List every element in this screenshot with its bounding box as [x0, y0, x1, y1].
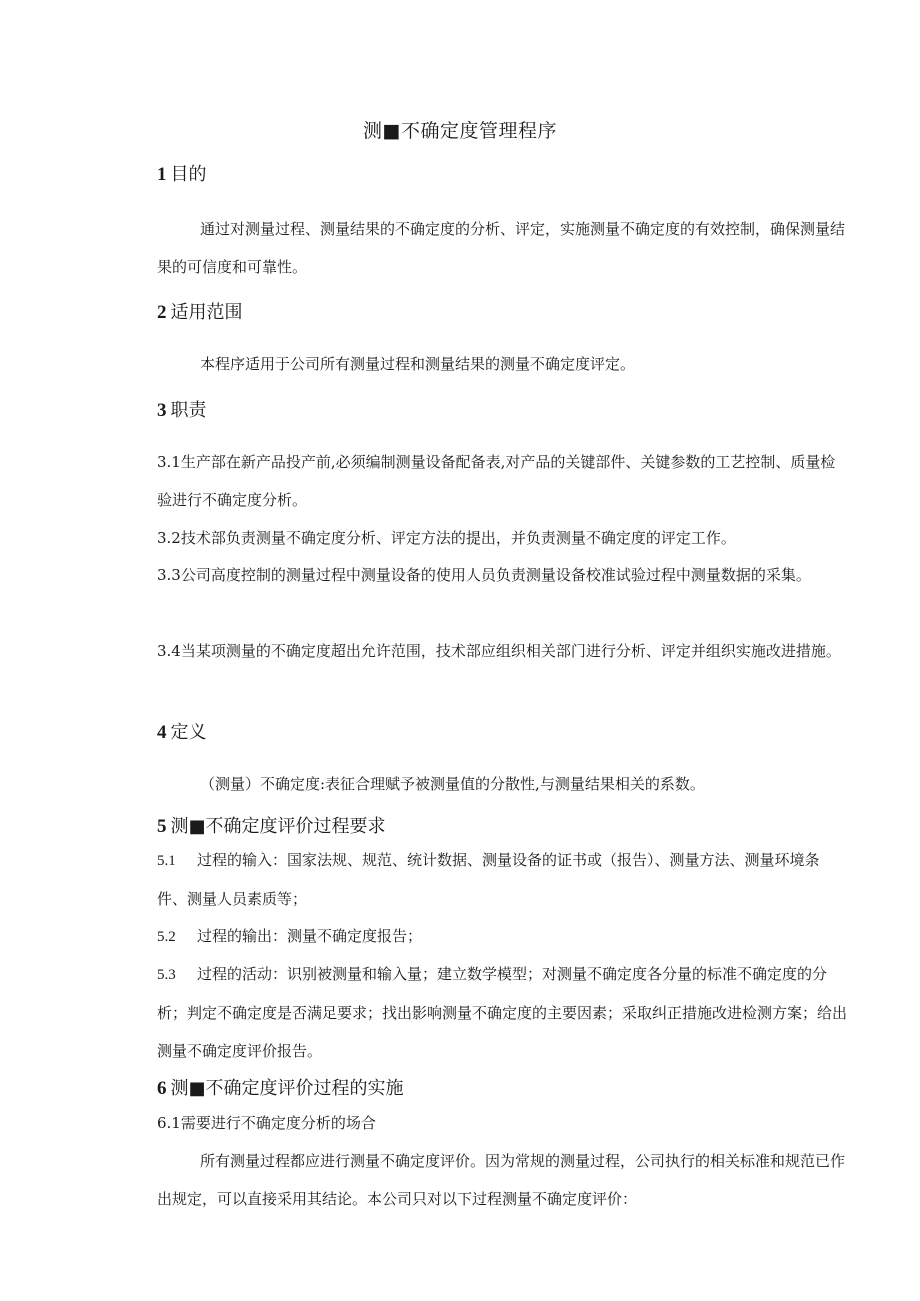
section-4-heading — [157, 718, 207, 744]
subsection-6-1: 6.1需要进行不确定度分析的场合 — [157, 1114, 376, 1132]
section-2-body: 本程序适用于公司所有测量过程和测量结果的测量不确定度评定。 — [200, 355, 636, 373]
requirement-item — [157, 841, 847, 918]
section-number: 6 — [157, 1078, 167, 1099]
section-6-body: 所有测量过程都应进行测量不确定度评价。因为常规的测量过程，公司执行的相关标准和规范已作出规定，可以直接采用其结论。本公司只对以下过程测量不确定度评价： — [157, 1152, 846, 1208]
item-number: 5.3 — [157, 967, 176, 983]
item-text: 过程的输入：国家法规、规范、统计数据、测量设备的证书或（报告）、测量方法、测量环境条件、测量人员素质等； — [157, 851, 820, 908]
section-5-heading — [157, 812, 386, 838]
requirement-item — [157, 917, 847, 956]
section-title: 测■不确定度评价过程的实施 — [170, 1078, 404, 1099]
section-title: 测■不确定度评价过程要求 — [170, 816, 386, 837]
duty-item: 3.1生产部在新产品投产前,必须编制测量设备配备表,对产品的关键部件、关键参数的工艺控制、质量检验进行不确定度分析。 — [157, 453, 836, 509]
duty-item: 3.2技术部负责测量不确定度分析、评定方法的提出，并负责测量不确定度的评定工作。 — [157, 529, 736, 547]
item-text: 过程的输出：测量不确定度报告； — [197, 927, 423, 945]
duty-item: 3.4当某项测量的不确定度超出允许范围，技术部应组织相关部门进行分析、评定并组织实施改进措施。 — [157, 642, 841, 660]
section-6-heading — [157, 1074, 404, 1100]
item-text: 过程的活动：识别被测量和输入量；建立数学模型；对测量不确定度各分量的标准不确定度的分析；判定不确定度是否满足要求；找出影响测量不确定度的主要因素；采取纠正措施改进检测方案；给出测量不确定度评价报告。 — [157, 965, 848, 1060]
section-number: 1 — [157, 164, 167, 185]
section-number: 4 — [157, 722, 167, 743]
section-1-heading — [157, 160, 207, 186]
section-2-heading — [157, 298, 243, 324]
section-title: 适用范围 — [170, 302, 243, 323]
section-title: 职责 — [170, 400, 207, 421]
section-title: 定义 — [170, 722, 207, 743]
section-1-body: 通过对测量过程、测量结果的不确定度的分析、评定，实施测量不确定度的有效控制，确保测量结果的可信度和可靠性。 — [157, 220, 846, 276]
item-number: 5.2 — [157, 929, 176, 945]
document-title: 测■不确定度管理程序 — [363, 120, 557, 142]
section-title: 目的 — [170, 164, 207, 185]
section-4-body: （测量）不确定度:表征合理赋予被测量值的分散性,与测量结果相关的系数。 — [200, 775, 705, 793]
requirement-item — [157, 955, 847, 1070]
section-3-heading — [157, 396, 207, 422]
section-number: 5 — [157, 816, 167, 837]
section-number: 3 — [157, 400, 167, 421]
duty-item: 3.3公司高度控制的测量过程中测量设备的使用人员负责测量设备校准试验过程中测量数据的采集。 — [157, 566, 811, 584]
section-number: 2 — [157, 302, 167, 323]
item-number: 5.1 — [157, 853, 176, 869]
